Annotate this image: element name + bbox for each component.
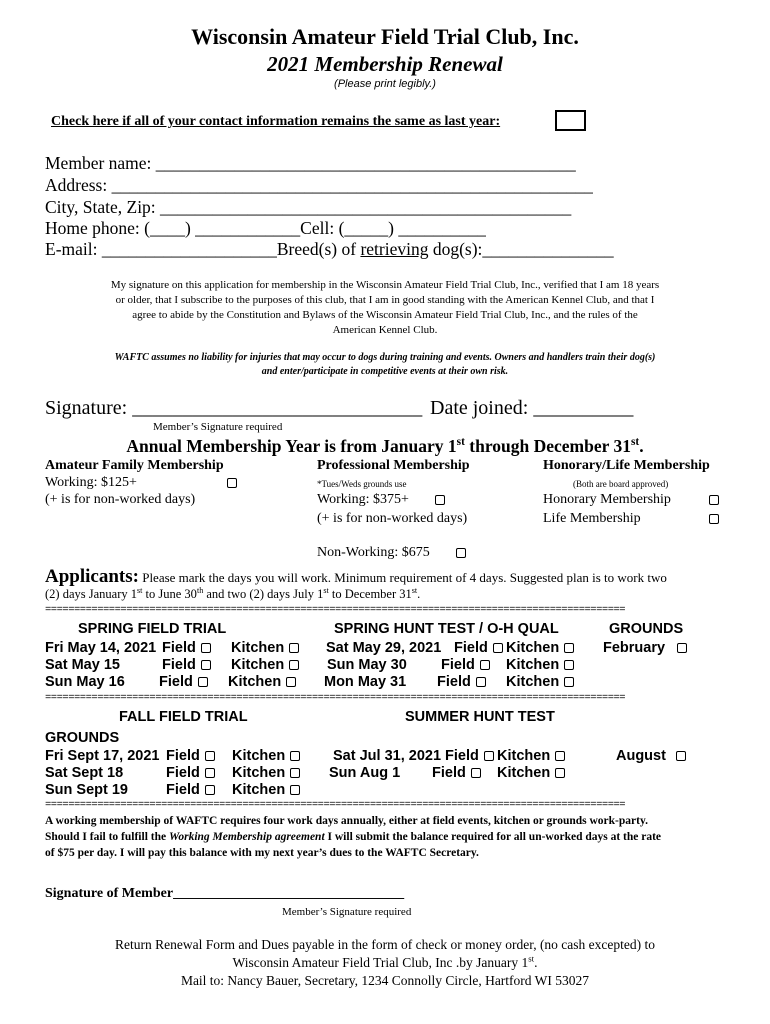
fall-ft-field-2[interactable]: Field (166, 765, 215, 781)
honorary-checkbox[interactable] (709, 495, 719, 505)
date-joined-field[interactable] (430, 397, 633, 420)
breed-line: dog(s):_______________ (432, 239, 614, 259)
applicants-line: Applicants: Please mark the days you will work. Minimum requirement of 4 days. Suggested plan is to work two (45, 566, 667, 587)
professional-nonworking-checkbox[interactable] (456, 548, 466, 558)
summer-ht-kitchen-2[interactable]: Kitchen (497, 765, 565, 781)
spring-ft-kitchen-2[interactable]: Kitchen (231, 657, 299, 673)
working-note-line-1: A working membership of WAFTC requires four work days annually, either at field events, kitchen or grounds work-party. (45, 815, 648, 827)
family-membership-title: Amateur Family Membership (45, 458, 224, 473)
member-signature-caption: Member’s Signature required (282, 906, 412, 918)
email-label: E-mail: ____________________Breed(s) of (45, 239, 357, 259)
spring-ft-kitchen-1[interactable]: Kitchen (231, 640, 299, 656)
spring-ht-field-1[interactable]: Field (454, 640, 503, 656)
retrieving-word: retrieving (360, 239, 429, 259)
spring-ft-date-3: Sun May 16 (45, 674, 125, 690)
same-info-checkbox[interactable] (555, 110, 586, 131)
summer-ht-date-2: Sun Aug 1 (329, 765, 401, 781)
fall-ft-kitchen-3[interactable]: Kitchen (232, 782, 300, 798)
date-joined-label: Date joined: (430, 397, 529, 419)
fall-ft-field-3[interactable]: Field (166, 782, 215, 798)
fall-grounds-title: GROUNDS (45, 730, 120, 746)
spring-ht-field-3[interactable]: Field (437, 674, 486, 690)
separator: ==================================================================================================== (45, 604, 626, 616)
fall-ft-field-1[interactable]: Field (166, 748, 215, 764)
professional-membership-title: Professional Membership (317, 458, 470, 473)
summer-ht-kitchen-1[interactable]: Kitchen (497, 748, 565, 764)
city-state-zip-field[interactable]: City, State, Zip: _______________________________________________ (45, 197, 572, 217)
spring-ft-field-2[interactable]: Field (162, 657, 211, 673)
member-name-field[interactable]: Member name: ________________________________________________ (45, 153, 576, 173)
family-working-label: Working: $125+ (45, 475, 137, 490)
fall-field-trial-title: FALL FIELD TRIAL (119, 709, 248, 725)
form-title: Wisconsin Amateur Field Trial Club, Inc. (191, 24, 579, 49)
spring-ht-kitchen-1[interactable]: Kitchen (506, 640, 574, 656)
mailing-address: Mail to: Nancy Bauer, Secretary, 1234 Connolly Circle, Hartford WI 53027 (180, 973, 590, 988)
same-info-label: Check here if all of your contact information remains the same as last year: (51, 114, 501, 129)
professional-working-checkbox[interactable] (435, 495, 445, 505)
spring-ht-date-3: Mon May 31 (324, 674, 407, 690)
address-field[interactable]: Address: _______________________________________________________ (45, 175, 593, 195)
email-breed-field[interactable] (45, 239, 614, 260)
spring-ht-kitchen-2[interactable]: Kitchen (506, 657, 574, 673)
spring-ht-field-2[interactable]: Field (441, 657, 490, 673)
spring-ft-kitchen-3[interactable]: Kitchen (228, 674, 296, 690)
fall-ft-date-2: Sat Sept 18 (45, 765, 124, 781)
summer-hunt-test-title: SUMMER HUNT TEST (405, 709, 555, 725)
form-subtitle: 2021 Membership Renewal (267, 52, 503, 76)
summer-ht-field-2[interactable]: Field (432, 765, 481, 781)
spring-ht-date-2: Sun May 30 (327, 657, 407, 673)
family-note: (+ is for non-worked days) (45, 492, 196, 507)
print-note: (Please print legibly.) (334, 78, 436, 90)
signature-caption: Member’s Signature required (153, 421, 283, 433)
working-note-line-3: of $75 per day. I will pay this balance with my next year’s dues to the WAFTC Secretary. (45, 847, 479, 859)
grounds-use-note: *Tues/Weds grounds use (317, 479, 407, 489)
spring-hunt-test-title: SPRING HUNT TEST / O-H QUAL (334, 621, 559, 637)
separator: ==================================================================================================== (45, 799, 626, 811)
working-note-line-2: Should I fail to fulfill the Working Membership agreement I will submit the balance required for all un-worked days at the rate (45, 831, 662, 843)
professional-nonworking-label: Non-Working: $675 (317, 545, 430, 560)
honorary-label: Honorary Membership (543, 492, 671, 507)
spring-grounds-month[interactable]: February (603, 640, 687, 656)
agreement-text: My signature on this application for membership in the Wisconsin Amateur Field Trial Club, Inc., verified that I am 18 years or older, that I subscribe to the purposes of this club, that I am in good standing with the American Kennel Club, and that I agree to abide by the Constitution and Bylaws of the Wisconsin Amateur Field Trial Club, Inc., and the rules of the American Kennel Club. (110, 279, 660, 336)
spring-ft-date-2: Sat May 15 (45, 657, 120, 673)
fall-ft-kitchen-1[interactable]: Kitchen (232, 748, 300, 764)
board-approved-note: (Both are board approved) (573, 479, 669, 489)
summer-ht-field-1[interactable]: Sat Jul 31, 2021 Field (333, 748, 494, 764)
professional-note: (+ is for non-worked days) (317, 511, 468, 526)
club-deadline: Wisconsin Amateur Field Trial Club, Inc .by January 1st. (232, 953, 538, 970)
honorary-life-title: Honorary/Life Membership (543, 458, 710, 473)
fall-ft-date-3: Sun Sept 19 (45, 782, 128, 798)
life-checkbox[interactable] (709, 514, 719, 524)
separator: ==================================================================================================== (45, 692, 626, 704)
phone-field[interactable]: Home phone: (____) ____________Cell: (_____) __________ (45, 218, 486, 238)
fall-grounds-month[interactable]: August (616, 748, 686, 764)
return-instructions: Return Renewal Form and Dues payable in the form of check or money order, (no cash excepted) to (114, 937, 656, 952)
spring-ft-field-3[interactable]: Field (159, 674, 208, 690)
spring-grounds-title: GROUNDS (609, 621, 684, 637)
spring-ft-field-1[interactable]: Field (162, 640, 211, 656)
applicants-dates-line: (2) days January 1st to June 30th and two (2) days July 1st to December 31st. (45, 585, 421, 601)
member-signature-field[interactable]: Signature of Member_________________________________ (45, 886, 405, 901)
date-joined-line: __________ (533, 397, 634, 419)
spring-ft-date-1: Fri May 14, 2021 (45, 640, 157, 656)
fall-ft-date-1: Fri Sept 17, 2021 (45, 748, 160, 764)
spring-ht-kitchen-3[interactable]: Kitchen (506, 674, 574, 690)
family-working-checkbox[interactable] (227, 478, 237, 488)
life-label: Life Membership (543, 511, 641, 526)
professional-working-label: Working: $375+ (317, 492, 409, 507)
spring-field-trial-title: SPRING FIELD TRIAL (78, 621, 227, 637)
signature-field[interactable]: Signature: _____________________________ (45, 397, 423, 419)
applicants-heading: Applicants: (45, 566, 139, 587)
fall-ft-kitchen-2[interactable]: Kitchen (232, 765, 300, 781)
liability-text: WAFTC assumes no liability for injuries that may occur to dogs during training and events. Owners and handlers train their dog(s) and enter/participate in competitive events at their own risk. (114, 352, 656, 377)
spring-ht-date-1: Sat May 29, 2021 (326, 640, 442, 656)
annual-year-line: Annual Membership Year is from January 1st through December 31st. (126, 436, 644, 456)
